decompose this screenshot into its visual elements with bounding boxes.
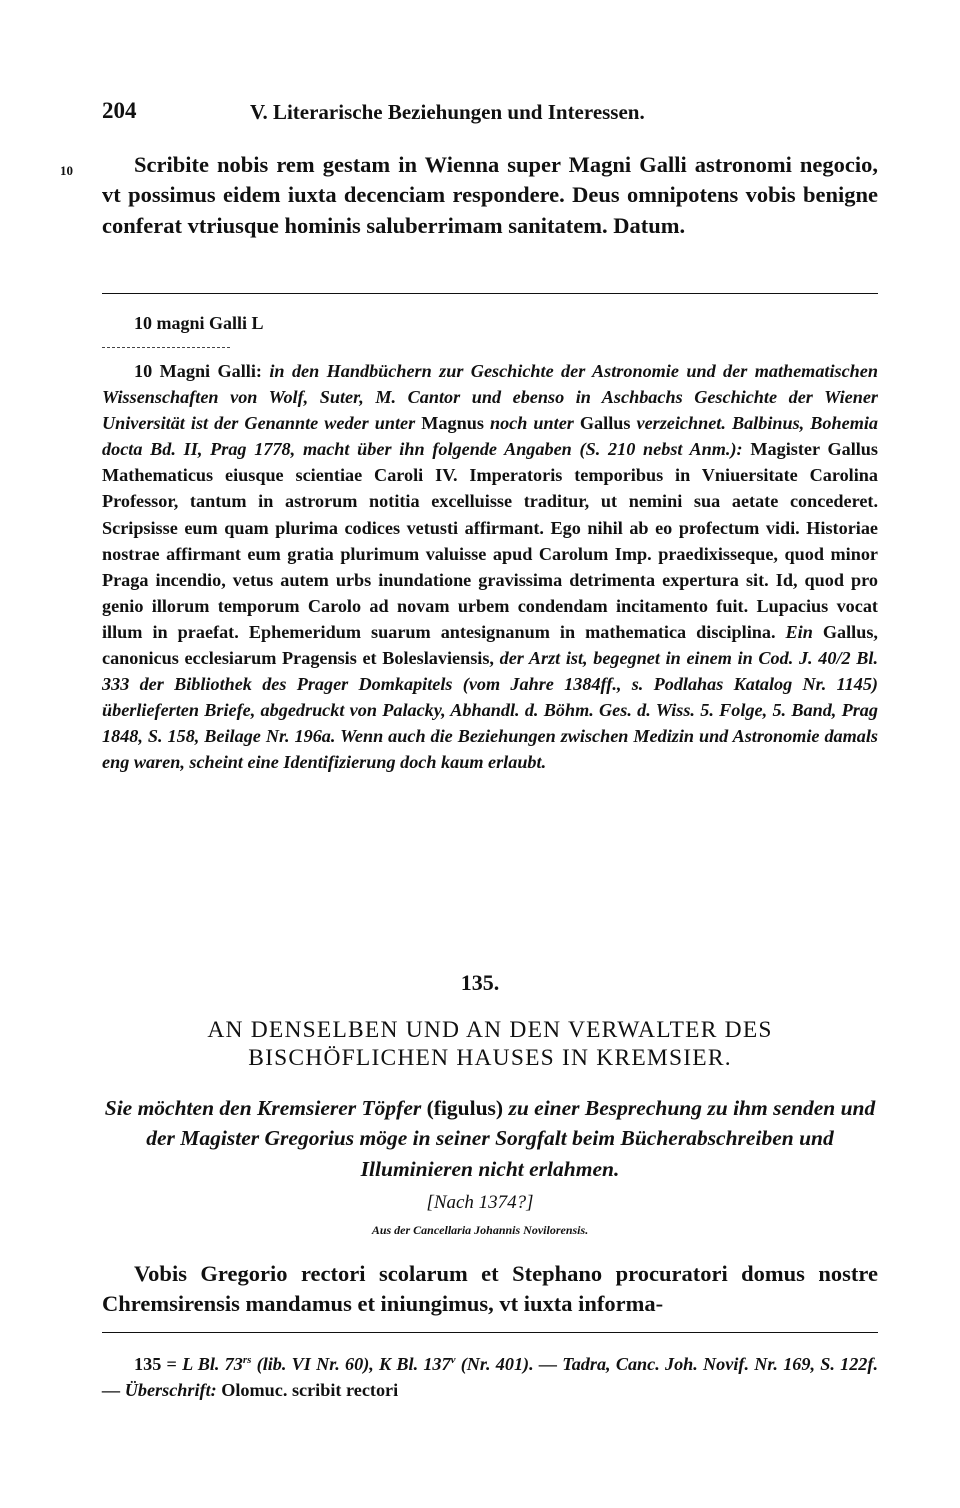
line-number: 10 — [60, 163, 73, 178]
text-run: (lib. VI Nr. 60), K Bl. 137 — [251, 1354, 451, 1375]
document-source: Aus der Cancellaria Johannis Novilorensis. — [371, 1223, 589, 1237]
document-title — [102, 1016, 878, 1072]
text-run: Sie möchten den Kremsierer Töpfer — [104, 1096, 427, 1120]
text-run: rs — [242, 1354, 252, 1366]
text-run: Magister Gallus Mathematicus eiusque scientiae Caroli IV. Imperatoris temporibus in Vniuersitate Carolina Professor, tantum in astrorum notitia excelluisse traditur, ut nemini sua aetate concederet. Scripsisse eum quam plurima codices vetusti affirmant. Ego nihil ab eo profectum vidi. Historiae nostrae affirmant eum gratia plurimum valuisse apud Carolum Imp. praedixisseque, quod minor Praga incendio, vetus autem urbs inundatione gravissima detrimenta expertura sit. Id, quod pro genio illorum temporum Carolo ad novam urbem condendam incitamento fuit. Lupacius vocat illum in praefat. Ephemeridum suarum antesignanum in mathematica disciplina. — [102, 439, 878, 642]
text-run: L Bl. 73 — [182, 1354, 243, 1375]
page-header — [102, 98, 878, 128]
text-run: in den Handbüchern zur Geschichte der Astronomie und der mathematischen Wissenschaften von Wolf, Suter, M. Cantor und ebenso in Aschbachs Geschichte der Wiener Universität ist der Genannte weder unter — [102, 361, 878, 434]
text-run: 10 Magni Galli: — [134, 361, 270, 381]
notes-rule — [102, 347, 230, 348]
footnote — [102, 1347, 878, 1403]
page-number: 204 — [102, 98, 137, 123]
letter-text-continuation: Scribite nobis rem gestam in Wienna super Magni Galli astronomi negocio, vt possimus eidem iuxta decenciam respondere. Deus omnipotens vobis benigne conferat vtriusque hominis saluberrimam sanitatem. Datum. — [102, 152, 878, 238]
footnote-rule — [102, 1332, 878, 1333]
apparatus-rule — [102, 293, 878, 294]
text-run: noch unter — [489, 413, 580, 434]
document-regest — [102, 1093, 878, 1184]
text-run: Olomuc. scribit rectori — [221, 1380, 399, 1401]
text-run: (Nr. 401). — Tadra, Canc. Joh. Novif. Nr. 169, S. 122f. — Überschrift: — [102, 1354, 878, 1401]
text-run: der Arzt ist, begegnet in einem in Cod. J. 40/2 Bl. 333 der Bibliothek des Prager Domkapitels (vom Jahre 1384ff., s. Podlahas Katalog Nr. 1145) überlieferten Briefe, abgedruckt von Palacky, Abhandl. d. Böhm. Ges. d. Wiss. 5. Folge, 5. Band, Prag 1848, S. 158, Beilage Nr. 196a. Wenn auch die Beziehungen zwischen Medizin und Astronomie damals eng waren, scheint eine Identifizierung doch kaum erlaubt. — [102, 648, 878, 773]
text-run: Gallus — [579, 413, 637, 434]
text-run: verzeichnet. Balbinus, Bohemia docta Bd. II, Prag 1778, macht über ihn folgende Angaben (S. 210 nebst Anm.): — [102, 413, 878, 460]
text-run: v — [450, 1354, 456, 1366]
text-run: Ein — [785, 621, 823, 642]
text-run: Magnus — [421, 413, 490, 434]
commentary-note — [102, 358, 878, 776]
text-run: zu einer Besprechung zu ihm senden und der Magister Gregorius möge in seiner Sorgfalt beim Bücherabschreiben und Illuminieren nicht erlahmen. — [146, 1096, 876, 1181]
document-title-line-2: BISCHÖFLICHEN HAUSES IN KREMSIER. — [248, 1045, 732, 1071]
running-head: V. Literarische Beziehungen und Interessen. — [250, 100, 645, 124]
document-dating: [Nach 1374?] — [426, 1192, 534, 1213]
document-title-line-1: AN DENSELBEN UND AN DEN VERWALTER DES — [207, 1017, 773, 1043]
text-run: (figulus) — [426, 1096, 509, 1120]
letter-text: Vobis Gregorio rectori scolarum et Stephano procuratori domus nostre Chremsirensis mandamus et iniungimus, vt iuxta informa- — [102, 1261, 878, 1317]
critical-apparatus: 10 magni Galli L — [134, 313, 264, 333]
text-run: 135 = — [134, 1354, 183, 1375]
text-run: Gallus, canonicus ecclesiarum Pragensis et Boleslaviensis, — [102, 621, 878, 669]
document-number: 135. — [460, 970, 500, 995]
